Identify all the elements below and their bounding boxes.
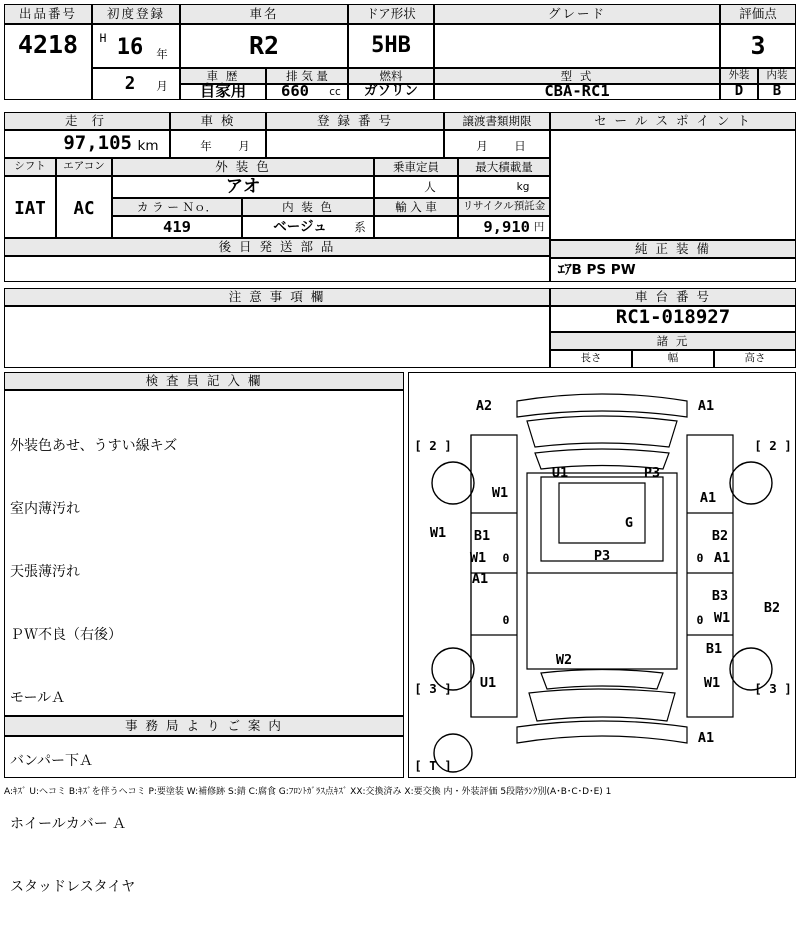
label-recycle-unit: 円 [533,221,545,234]
label-interior: 内装 [766,69,788,82]
value-int-color: ベージュ [273,218,327,235]
value-genuine-equip: ｴｱB PS PW [558,261,636,278]
diagram-mark: A2 [475,397,493,414]
value-ext-color: アオ [225,176,261,197]
label-sales-point: セ ー ル ス ポ イ ン ト [594,113,752,129]
label-width: 幅 [667,352,679,365]
cell-caution-value [4,306,550,368]
value-fuel: ガソリン [364,82,418,99]
label-grade: グレード [547,6,606,22]
value-door: 5HB [371,33,411,59]
label-exterior: 外装 [728,69,750,82]
label-recycle: リサイクル預託金 [462,200,546,213]
cell-import-value [374,216,458,238]
diagram-mark: B3 [711,587,729,604]
value-recycle: 9,910 [483,217,530,236]
inspector-note-line: スタッドレスタイヤ [10,879,136,895]
inspector-note-line: ホイールカバー Ａ [10,816,127,832]
label-genuine-equip: 純 正 装 備 [635,241,711,257]
diagram-mark: P3 [593,547,611,564]
label-shaken-month: 月 [238,138,250,153]
inspector-note-line: 外装色あせ、うすい線キズ [10,438,178,454]
diagram-mark: W1 [429,524,447,541]
diagram-mark: [ 3 ] [414,681,452,697]
diagram-mark: [ 3 ] [754,681,792,697]
label-door: ドア形状 [366,6,416,22]
label-seats-unit: 人 [424,179,436,194]
inspector-note-line: ＰＷ不良（右後） [10,627,122,643]
label-reg-no: 登 録 番 号 [317,113,393,129]
value-displacement: 660 [281,81,309,100]
label-mileage: 走 行 [65,113,109,129]
label-history: 車 歴 [206,68,240,83]
label-caution: 注 意 事 項 欄 [228,289,326,305]
label-reg-month-unit: 月 [156,78,168,93]
value-reg-year: 16 [116,35,144,61]
label-aircon: エアコン [63,160,105,173]
diagram-mark: U1 [551,464,569,481]
legend-footer: A:ｷｽﾞ U:ヘコミ B:ｷｽﾞを伴うヘコミ P:要塗装 W:補修跡 S:錆 C:腐食 G:ﾌﾛﾝﾄｶﾞﾗｽ点ｷｽﾞ XX:交換済み X:要交換 内・外装評価 5段階ﾗﾝｸ別(A･B･C･D･E) 1 [4,787,612,797]
inspector-note-line: 室内薄汚れ [10,501,80,517]
label-reg-year-unit: 年 [156,46,168,61]
cell-max-load-value [458,176,550,198]
diagram-mark: 0 [502,550,510,565]
label-inspector: 検 査 員 記 入 欄 [145,373,263,389]
diagram-mark: W1 [491,484,509,501]
value-interior-grade: B [772,82,782,99]
label-load-unit: kg [516,181,530,194]
diagram-mark: B1 [705,640,723,657]
label-car-name: 車名 [249,6,279,22]
label-transfer-month: 月 [476,138,488,153]
label-height: 高さ [744,352,766,365]
label-rating: 評価点 [739,6,777,22]
value-int-color-suffix: 系 [354,219,366,234]
label-office-notice: 事 務 局 よ り ご 案 内 [125,718,283,734]
diagram-mark: [ 2 ] [414,438,452,454]
label-chassis-no: 車 台 番 号 [635,289,711,305]
label-length: 長さ [580,352,602,365]
value-aircon: AC [73,198,95,219]
cell-office-notice-body [4,736,404,778]
label-transfer-day: 日 [514,138,526,153]
value-sales-point [556,134,792,158]
diagram-mark: B1 [473,527,491,544]
diagram-mark: W1 [703,674,721,691]
diagram-mark: B2 [763,599,781,616]
diagram-mark: U1 [479,674,497,691]
cell-seats-value [374,176,458,198]
label-displacement-unit: cc [329,86,341,99]
label-first-reg: 初度登録 [106,6,165,22]
diagram-mark: A1 [699,489,717,506]
inspector-notes [10,394,402,940]
label-shaken: 車 検 [200,113,236,129]
inspector-note-line: 天張薄汚れ [10,564,80,580]
value-grade [434,24,720,68]
cell-reg-no-value [266,130,444,158]
diagram-mark: A1 [713,549,731,566]
label-shift: シフト [14,160,46,173]
value-chassis-no: RC1-018927 [615,306,731,329]
label-displacement: 排 気 量 [286,68,328,83]
label-max-load: 最大積載量 [475,159,533,174]
diagram-mark: [ 2 ] [754,438,792,454]
diagram-mark: [ T ] [414,758,452,774]
value-rating: 3 [750,30,766,60]
value-mileage: 97,105 [63,132,132,155]
diagram-mark: G [624,514,634,531]
label-import: 輸 入 車 [395,199,437,214]
diagram-mark: 0 [696,612,704,627]
diagram-mark: W2 [555,651,573,668]
label-color-no: カ ラ ー Ｎｏ． [137,199,217,214]
cell-transfer-doc-value [444,130,550,158]
label-seats: 乗車定員 [393,159,439,174]
label-model-code: 型 式 [560,68,594,83]
value-model-code: CBA-RC1 [544,81,610,100]
diagram-mark: W1 [713,609,731,626]
value-lot-no: 4218 [17,29,79,59]
value-exterior-grade: D [734,82,744,99]
label-ext-color: 外 装 色 [215,159,271,175]
diagram-mark: A1 [697,397,715,414]
diagram-mark: 0 [696,550,704,565]
label-dimensions: 諸 元 [656,333,690,348]
cell-later-parts-value [4,256,550,282]
diagram-mark: A1 [471,570,489,587]
diagram-mark: P3 [643,464,661,481]
value-history: 自家用 [199,81,247,100]
diagram-mark: B2 [711,527,729,544]
value-car-name: R2 [248,30,280,60]
value-reg-era: H [99,30,107,45]
label-shaken-year: 年 [200,138,212,153]
diagram-mark: W1 [469,549,487,566]
label-fuel: 燃料 [379,68,403,83]
value-reg-month: 2 [124,73,136,94]
inspector-note-line: バンパー下Ａ [10,753,94,769]
value-shift: IAT [14,198,46,219]
diagram-mark: 0 [502,612,510,627]
label-mileage-unit: km [137,137,159,154]
label-lot-no: 出品番号 [18,6,77,22]
label-transfer-doc: 譲渡書類期限 [462,113,532,128]
label-later-parts: 後 日 発 送 部 品 [218,239,336,255]
inspector-note-line: モールＡ [10,690,66,706]
label-int-color: 内 装 色 [282,199,334,214]
diagram-mark: A1 [697,729,715,746]
value-color-no: 419 [163,217,191,236]
